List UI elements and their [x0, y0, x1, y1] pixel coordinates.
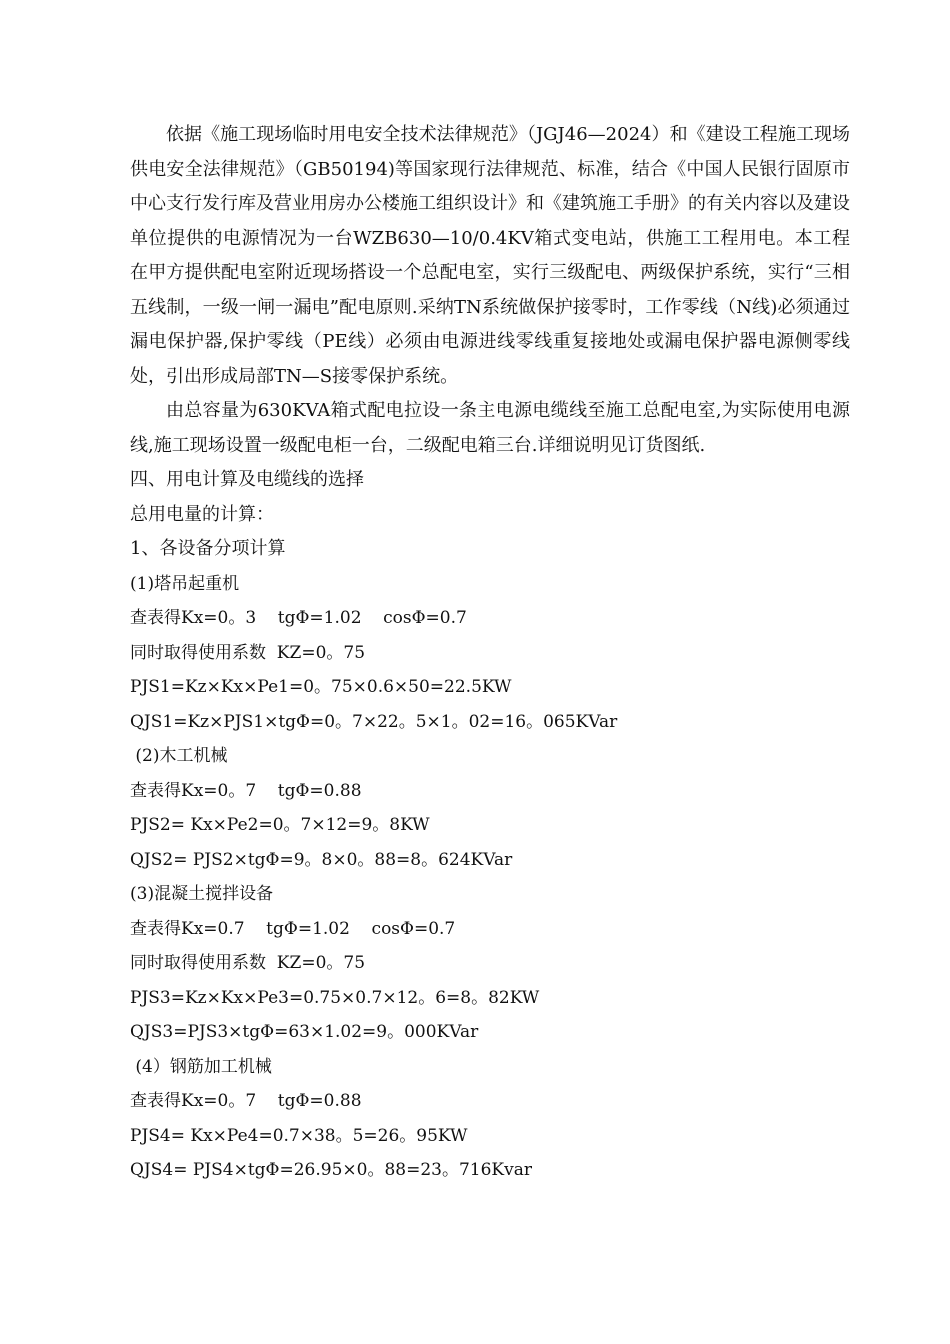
woodwork-pjs: PJS2= Kx×Pe2=0。7×12=9。8KW	[130, 815, 430, 835]
tower-crane-pjs: PJS1=Kz×Kx×Pe1=0。75×0.6×50=22.5KW	[130, 677, 512, 697]
total-calc-title: 总用电量的计算：	[130, 503, 274, 525]
item-calc-title: 1、各设备分项计算	[130, 538, 286, 559]
intro-paragraph: 依据《施工现场临时用电安全技术法律规范》（JGJ46—2024）和《建设工程施工现场供电安全法律规范》（GB50194)等国家现行法律规范、标准，结合《中国人民银行固原市中心支行发行库及营业用房办公楼施工组织设计》和《建筑施工手册》的有关内容以及建设单位提供的电源情况为一台WZB630—10/0.4KV箱式变电站，供施工工程用电。本工程在甲方提供配电室附近现场搭设一个总配电室，实行三级配电、两级保护系统，实行“三相五线制，一级一闸一漏电”配电原则.采纳TN系统做保护接零时，工作零线（N线)必须通过漏电保护器,保护零线（PE线）必须由电源进线零线重复接地处或漏电保护器电源侧零线处，引出形成局部TN—S接零保护系统。	[130, 124, 850, 387]
tower-crane-kz: 同时取得使用系数 KZ=0。75	[130, 642, 366, 663]
tower-crane-heading: (1)塔吊起重机	[130, 573, 240, 594]
concrete-mixer-pjs: PJS3=Kz×Kx×Pe3=0.75×0.7×12。6=8。82KW	[130, 987, 540, 1008]
woodwork-coefficients: 查表得Kx=0。7 tgΦ=0.88	[130, 780, 362, 801]
concrete-mixer-coefficients: 查表得Kx=0.7 tgΦ=1.02 cosΦ=0.7	[130, 918, 456, 939]
rebar-machine-heading: (4）钢筋加工机械	[130, 1056, 272, 1077]
woodwork-heading: (2)木工机械	[130, 746, 228, 766]
document-body	[130, 118, 850, 1188]
concrete-mixer-heading: (3)混凝土搅拌设备	[130, 884, 274, 904]
tower-crane-coefficients: 查表得Kx=0。3 tgΦ=1.02 cosΦ=0.7	[130, 608, 467, 628]
concrete-mixer-kz: 同时取得使用系数 KZ=0。75	[130, 953, 366, 973]
concrete-mixer-qjs: QJS3=PJS3×tgΦ=63×1.02=9。000KVar	[130, 1022, 479, 1042]
section-title: 四、用电计算及电缆线的选择	[130, 469, 364, 490]
rebar-machine-pjs: PJS4= Kx×Pe4=0.7×38。5=26。95KW	[130, 1125, 468, 1146]
woodwork-qjs: QJS2= PJS2×tgΦ=9。8×0。88=8。624KVar	[130, 849, 513, 870]
rebar-machine-coefficients: 查表得Kx=0。7 tgΦ=0.88	[130, 1091, 362, 1111]
tower-crane-qjs: QJS1=Kz×PJS1×tgΦ=0。7×22。5×1。02=16。065KVar	[130, 711, 618, 732]
rebar-machine-qjs: QJS4= PJS4×tgΦ=26.95×0。88=23。716Kvar	[130, 1160, 532, 1180]
power-source-paragraph: 由总容量为630KVA箱式配电拉设一条主电源电缆线至施工总配电室,为实际使用电源线,施工现场设置一级配电柜一台，二级配电箱三台.详细说明见订货图纸.	[130, 400, 850, 456]
